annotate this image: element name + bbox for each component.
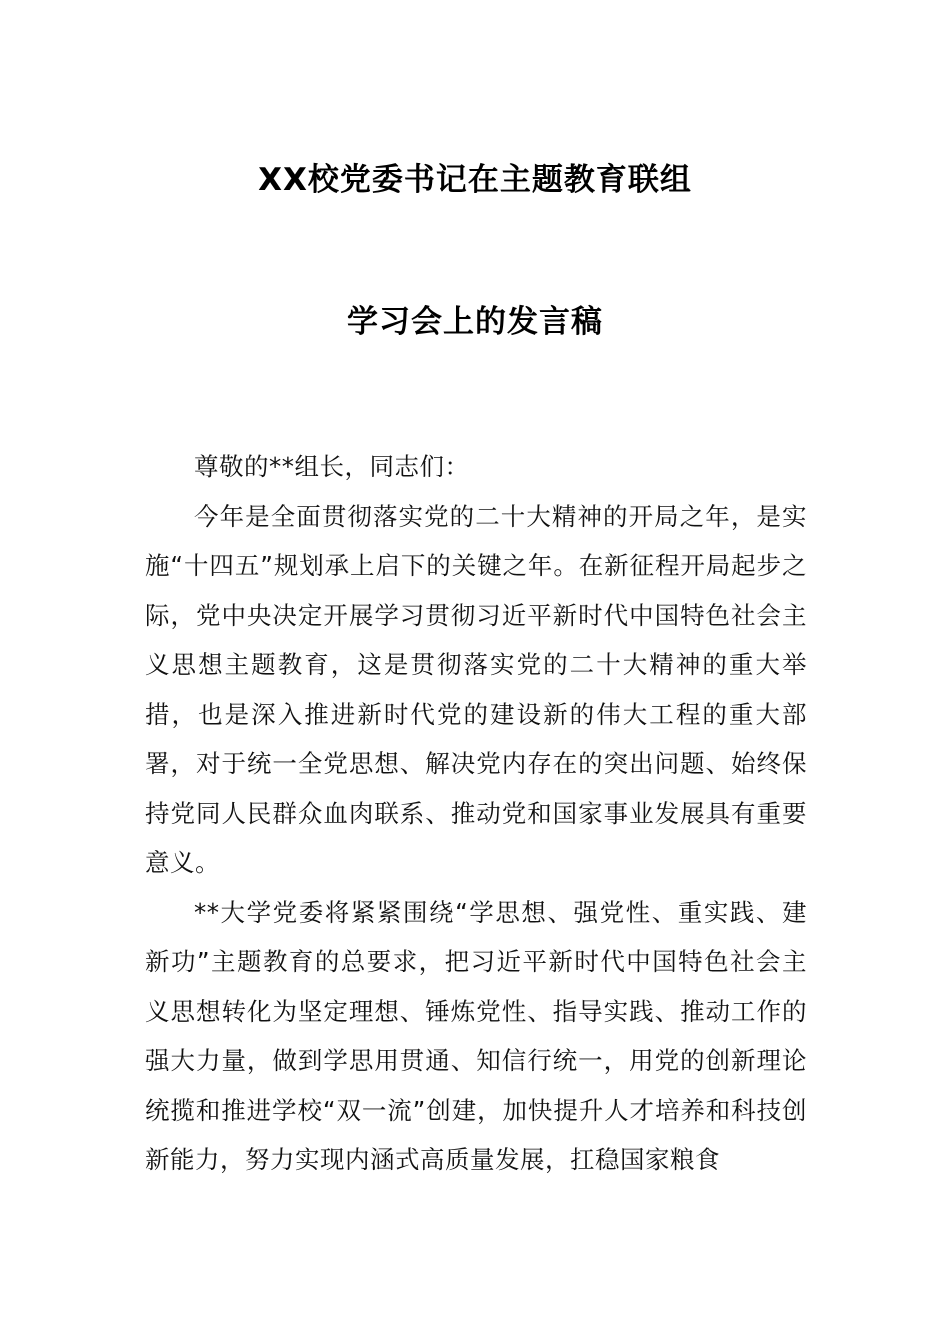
salutation: 尊敬的**组长，同志们： <box>194 452 470 481</box>
document-body <box>145 442 807 1185</box>
paragraph-2: **大学党委将紧紧围绕“学思想、强党性、重实践、建新功”主题教育的总要求，把习近平新时代中国特色社会主义思想转化为坚定理想、锤炼党性、指导实践、推动工作的强大力量，做到学思用贯通、知信行统一，用党的创新理论统揽和推进学校“双一流”创建，加快提升人才培养和科技创新能力，努力实现内涵式高质量发展，扛稳国家粮食 <box>145 897 807 1174</box>
document-title-line-2: 学习会上的发言稿 <box>347 304 603 340</box>
paragraph-1: 今年是全面贯彻落实党的二十大精神的开局之年，是实施“十四五”规划承上启下的关键之年。在新征程开局起步之际，党中央决定开展学习贯彻习近平新时代中国特色社会主义思想主题教育，这是贯彻落实党的二十大精神的重大举措，也是深入推进新时代党的建设新的伟大工程的重大部署，对于统一全党思想、解决党内存在的突出问题、始终保持党同人民群众血肉联系、推动党和国家事业发展具有重要意义。 <box>145 501 807 877</box>
document-title-line-1: XX校党委书记在主题教育联组 <box>258 162 692 198</box>
